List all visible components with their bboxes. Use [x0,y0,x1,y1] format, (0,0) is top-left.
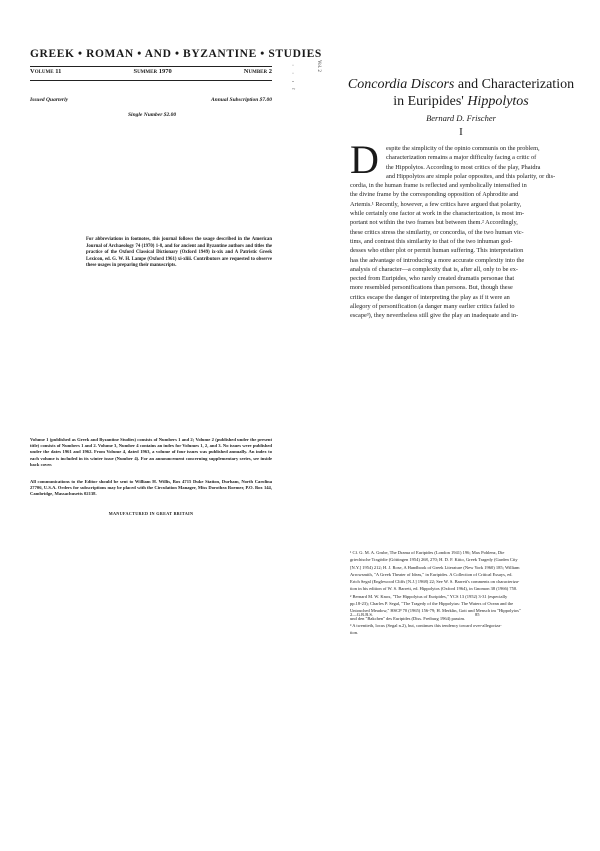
volume-info-note: Volume 1 (published as Greek and Byzantine Studies) consists of Numbers 1 and 2; Volume 2 (published under the present title) consists of Numbers 1 and 2. Volume 3, Number 4 contains an index for Volumes 1, 2, and 3. No issues were published under the dates 1961 and 1962. From Volume 4, dated 1963, a volume of four issues was published annually. An index to each volume is included in its winter issue (Number 4). For an announcement concerning supplementary series, see inside back cover. [30,437,272,467]
body-line: espite the simplicity of the opinio communis on the problem, [386,145,540,152]
author-name: Bernard D. Frischer [426,113,496,123]
body-line: portant not within the two frames but between them.² Accordingly, [350,219,518,227]
body-line: tims, and contrast this similarity to that of the two inhuman god- [350,237,513,245]
volume-row [30,68,272,75]
footnote-line: tion. [350,630,359,636]
gutter-mark: · [292,71,294,77]
page-number: 85 [475,612,480,617]
body-line: the divine frame by the corresponding opposition of Aphrodite and [350,191,519,199]
footnote-line: Erich Segal (Englewood Cliffs [N.J.] 1968) 22; See W. S. Barrett's comments on characteriza- [350,579,520,585]
body-line: and Hippolytos are simple polar opposites, and this polarity, or dis- [386,172,556,180]
footnote-line: und den "Bakchen" des Euripides (Diss. Freiburg 1964) passim. [350,615,466,621]
body-line: desses who either plot or permit human suffering. This interpretation [350,247,524,255]
footnote-line: griechische Tragödie (Göttingen 1954) 268, 270; H. D. F. Kitto, Greek Tragedy (Garden City [350,557,518,563]
right-page [300,0,600,851]
body-line: cordia, in the human frame is reflected and symbolically intensified in [350,182,527,190]
article-body [350,144,588,321]
manufactured-line: MANUFACTURED IN GREAT BRITAIN [108,511,194,516]
communications-note: All communications to the Editor should be sent to William H. Willis, Box 4715 Duke Station, Durham, North Carolina 27706, U.S.A. Orders for subscriptions may be placed with the Circulation Manager, Miss Dorothea Roemer, P.O. Box 144, Cambridge, Massachusetts 02138. [30,479,272,497]
volume-label: Volume 11 [30,68,62,75]
body-line: analysis of character—a complexity that is, after all, only to be ex- [350,265,519,273]
rule-top [30,66,272,67]
annual-subscription: Annual Subscription $7.00 [211,97,272,103]
gutter-mark: ~ [292,87,296,93]
number-label: Number 2 [243,68,272,75]
footnote-line: pp.18-23); Charles P. Segal, "The Tragedy of the Hippolytus: The Waters of Ocean and the [350,601,514,607]
body-line: the Hippolytos. According to most critics of the play, Phaidra [386,163,541,171]
article-title-pre-2: in Euripides' [393,94,468,109]
body-line: these critics stress the similarity, or concordia, of the two human vic- [350,228,524,236]
body-line: characterization remains a major difficulty facing a critic of [386,154,537,162]
article-title-line-2 [330,93,592,110]
body-line: pected from Euripides, who rarely created dramatis personae that [350,275,515,283]
article-title-italic-1: Concordia Discors [347,77,455,92]
article-title-italic-2: Hippolytos [467,94,529,109]
body-line: escape³), they nevertheless still give the play an inadequate and in- [350,312,519,320]
body-line: critics escape the danger of interpreting the play as if it were an [350,293,510,301]
body-line: Artemis.¹ Recently, however, a few critics have argued that polarity, [350,200,522,208]
footnote-line: ² Bernard M. W. Knox, "The Hippolytus of Euripides," YCS 13 (1952) 3-31 (especially [350,593,508,599]
body-line: more resembled personifications than persons. But, though these [350,284,513,292]
footnote-line: ¹ Cf. G. M. A. Grube, The Drama of Euripides (London 1941) 196; Max Pohlenz, Die [350,550,505,555]
footnote-line: tion in his edition of W. S. Barrett, ed. Hippolytos (Oxford 1964), in Gnomon 38 (1966) 750. [350,586,518,592]
footnote-line: Untouched Meadow," HSCP 70 (1965) 156-79; H. Merklin, Gott und Mensch im "Hippolytos" [350,608,521,614]
body-line: allegory of personification (a danger many earlier critics failed to [350,303,515,311]
abbreviations-note: For abbreviations in footnotes, this journal follows the usage described in the American Journal of Archaeology 74 (1970) 1-8, and for ancient and Byzantine authors and titles the practice of the Oxford Classical Dictionary (Oxford 1949) ix-xix and A Patristic Greek Lexicon, ed. G. W. H. Lampe (Oxford 1961) xi-xliii. Contributors are requested to observe these usages in preparing their manuscripts. [86,237,272,269]
footnotes [350,549,588,637]
journal-title: GREEK • ROMAN • AND • BYZANTINE • STUDIES [30,48,322,60]
single-number-price: Single Number $2.00 [128,112,177,118]
footnote-line: [N.Y.] 1954) 212; H. J. Rose, A Handbook of Greek Literature (New York 1960) 185; William [350,564,520,570]
article-title-line-1 [330,76,592,93]
body-line: has the advantage of introducing a more accurate complexity into the [350,256,525,264]
article-title [330,76,592,110]
gutter-marks [292,62,295,94]
gutter-mark: - [292,79,294,85]
body-line: while certainly one factor at work in the characterization, is most im- [350,210,525,218]
footnote-line: Arrowsmith, "A Greek Theater of Ideas," in Euripides. A Collection of Critical Essays, ed. [350,571,513,577]
gutter-mark: · [292,63,294,69]
season-label: Summer 1970 [133,68,172,75]
volume-tag: Vol. 2 [316,60,321,72]
signature-mark: 2—G.R.B.S. [350,612,374,617]
rule-bottom [30,80,272,81]
drop-cap: D [350,137,379,182]
article-title-rest-1: and Characterization [454,77,575,92]
footnote-line: ³ A twentieth, locus (Segal n.2), but, continues this tendency toward over-allegoriza- [350,622,502,628]
issued-quarterly: Issued Quarterly [30,97,69,103]
section-number: I [459,126,463,138]
